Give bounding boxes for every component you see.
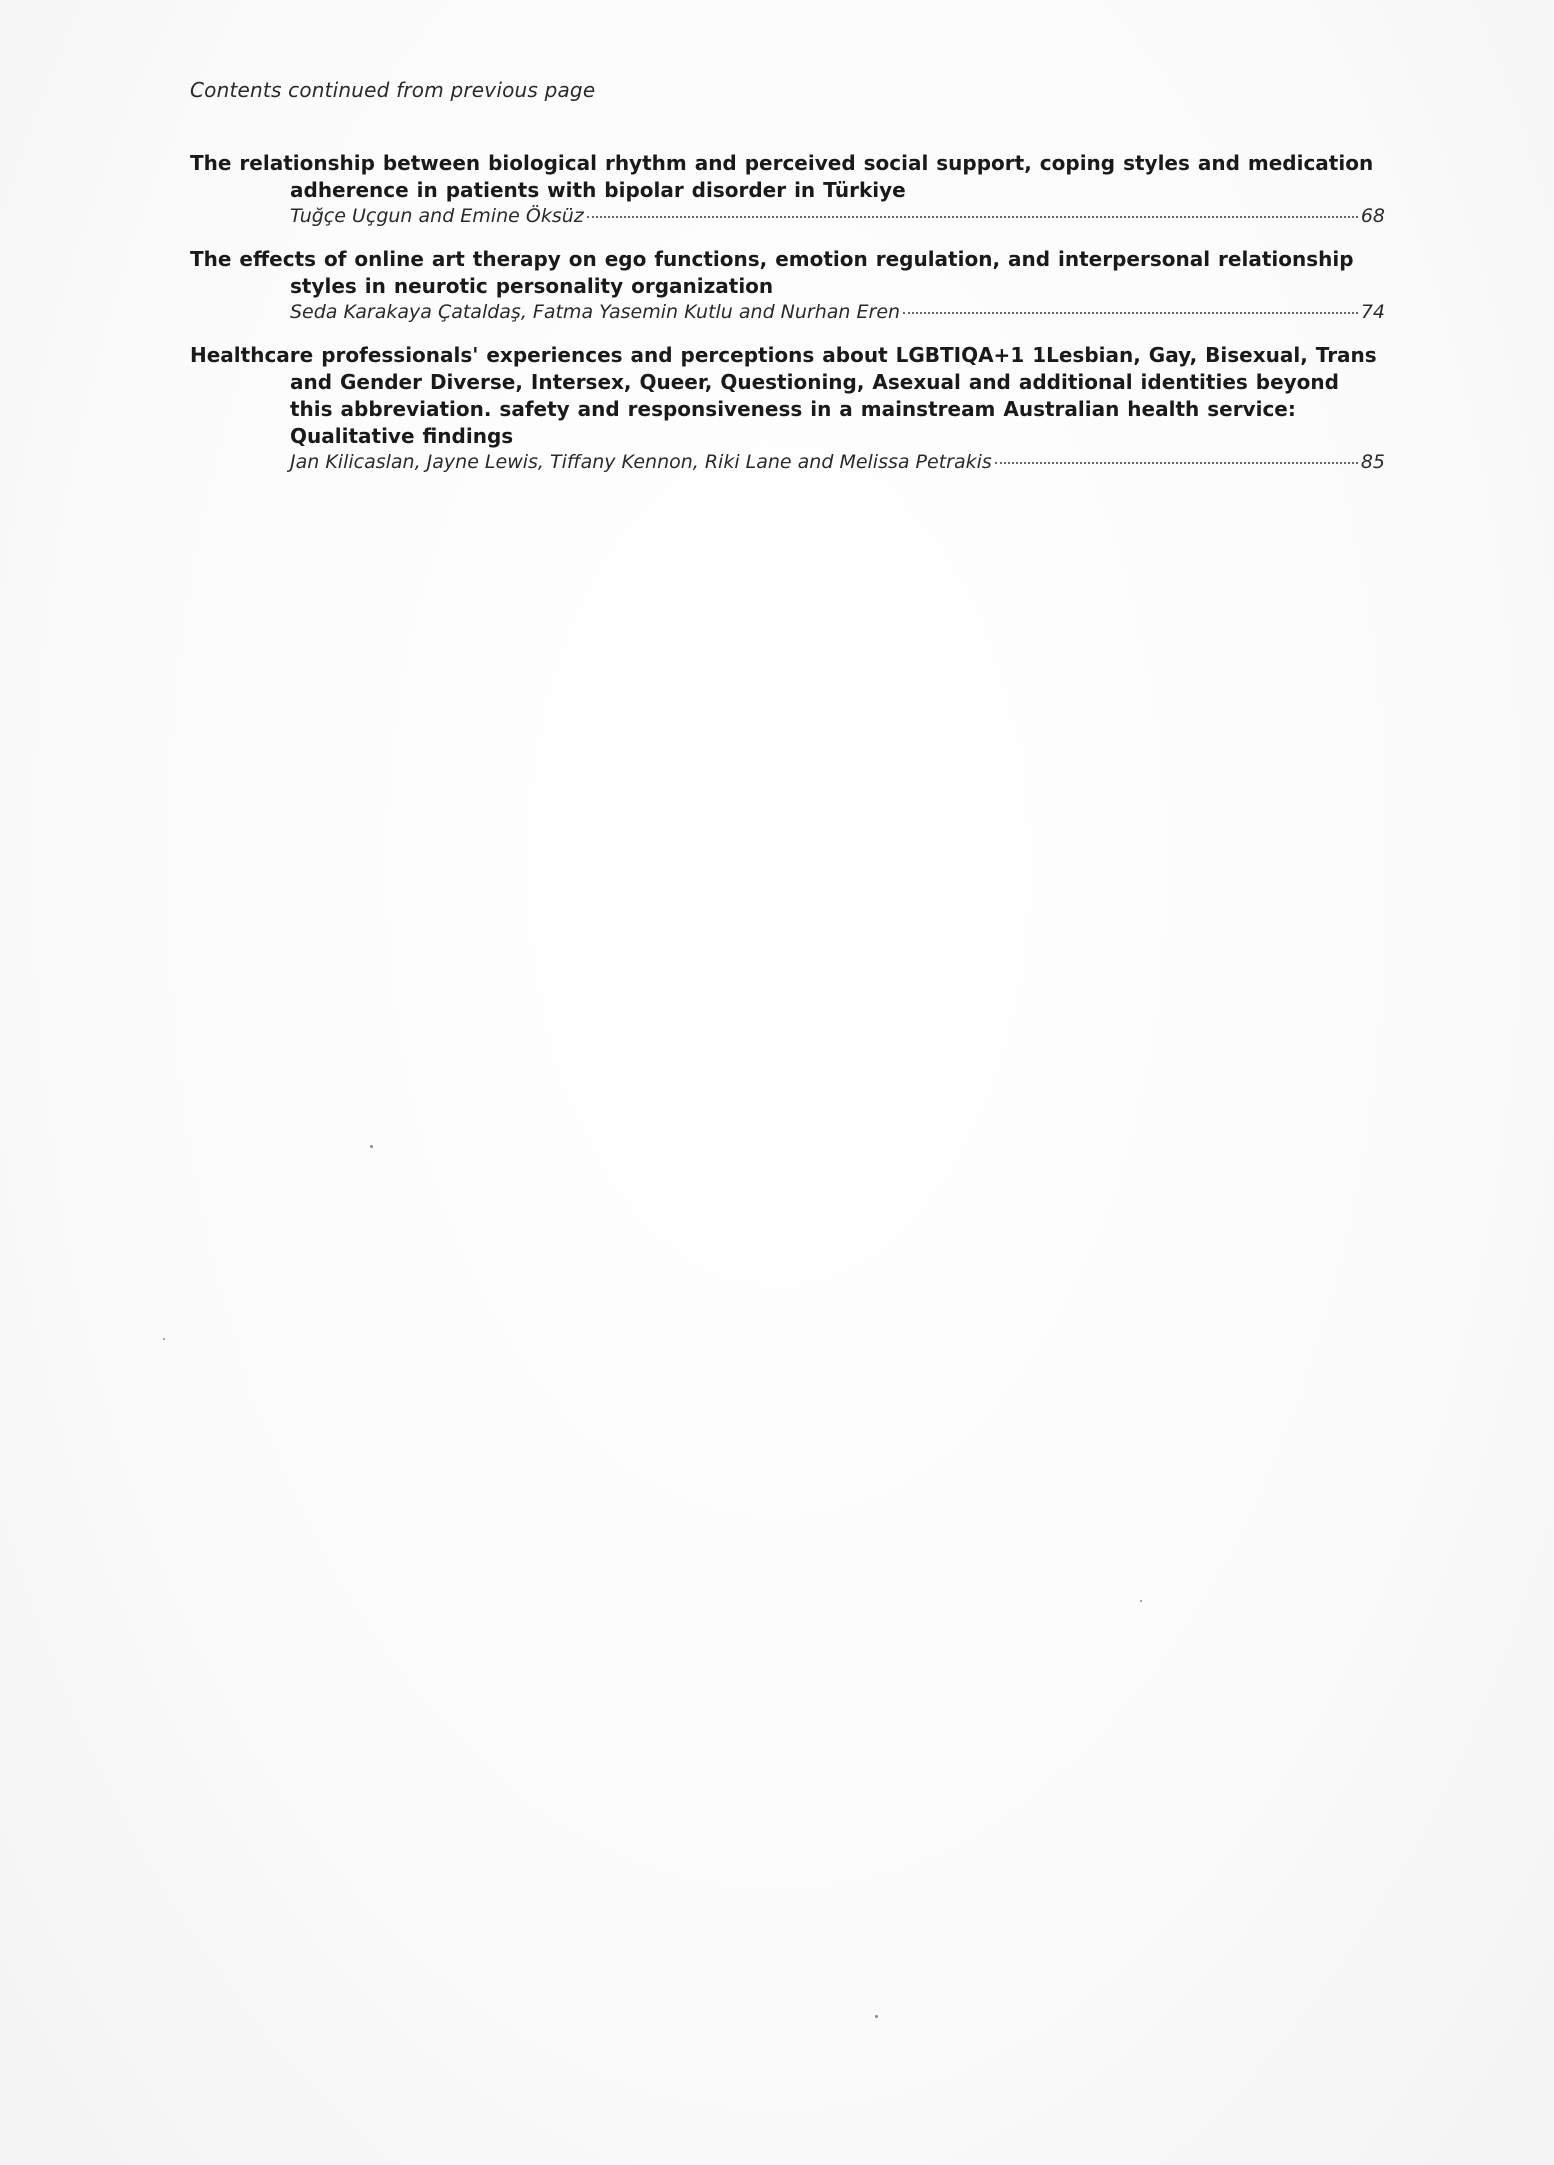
entry-authors-line <box>190 300 1385 324</box>
entry-page-number: 74 <box>1360 301 1385 323</box>
toc-entry <box>190 246 1385 324</box>
entry-authors-line <box>190 450 1385 474</box>
scan-speck <box>370 1145 373 1148</box>
entry-title: Healthcare professionals' experiences and perceptions about LGBTIQA+1 1Lesbian, Gay, Bisexual, Trans and Gender Diverse, Intersex, Queer, Questioning, Asexual and additional identities beyond this abbreviation. safety and responsiveness in a mainstream Australian health service: Qualitative findings <box>190 343 1377 448</box>
scan-speck <box>875 2015 878 2018</box>
entry-page-number: 85 <box>1360 451 1385 473</box>
continued-label: Contents continued from previous page <box>190 78 596 102</box>
toc-entry <box>190 342 1385 474</box>
dot-leader <box>587 216 1358 218</box>
entry-authors: Seda Karakaya Çataldaş, Fatma Yasemin Kutlu and Nurhan Eren <box>290 301 901 323</box>
table-of-contents <box>190 150 1385 492</box>
entry-page-number: 68 <box>1360 205 1385 227</box>
dot-leader <box>903 312 1358 314</box>
entry-authors-line <box>190 204 1385 228</box>
dot-leader <box>995 462 1358 464</box>
scan-speck <box>163 1338 165 1340</box>
entry-title: The relationship between biological rhythm and perceived social support, coping styles and medication adherence in patients with bipolar disorder in Türkiye <box>190 151 1374 202</box>
entry-authors: Tuğçe Uçgun and Emine Öksüz <box>290 205 584 227</box>
toc-entry <box>190 150 1385 228</box>
entry-authors: Jan Kilicaslan, Jayne Lewis, Tiffany Kennon, Riki Lane and Melissa Petrakis <box>290 451 992 473</box>
scan-speck <box>1140 1600 1142 1602</box>
entry-title: The effects of online art therapy on ego functions, emotion regulation, and interpersonal relationship styles in neurotic personality organization <box>190 247 1354 298</box>
